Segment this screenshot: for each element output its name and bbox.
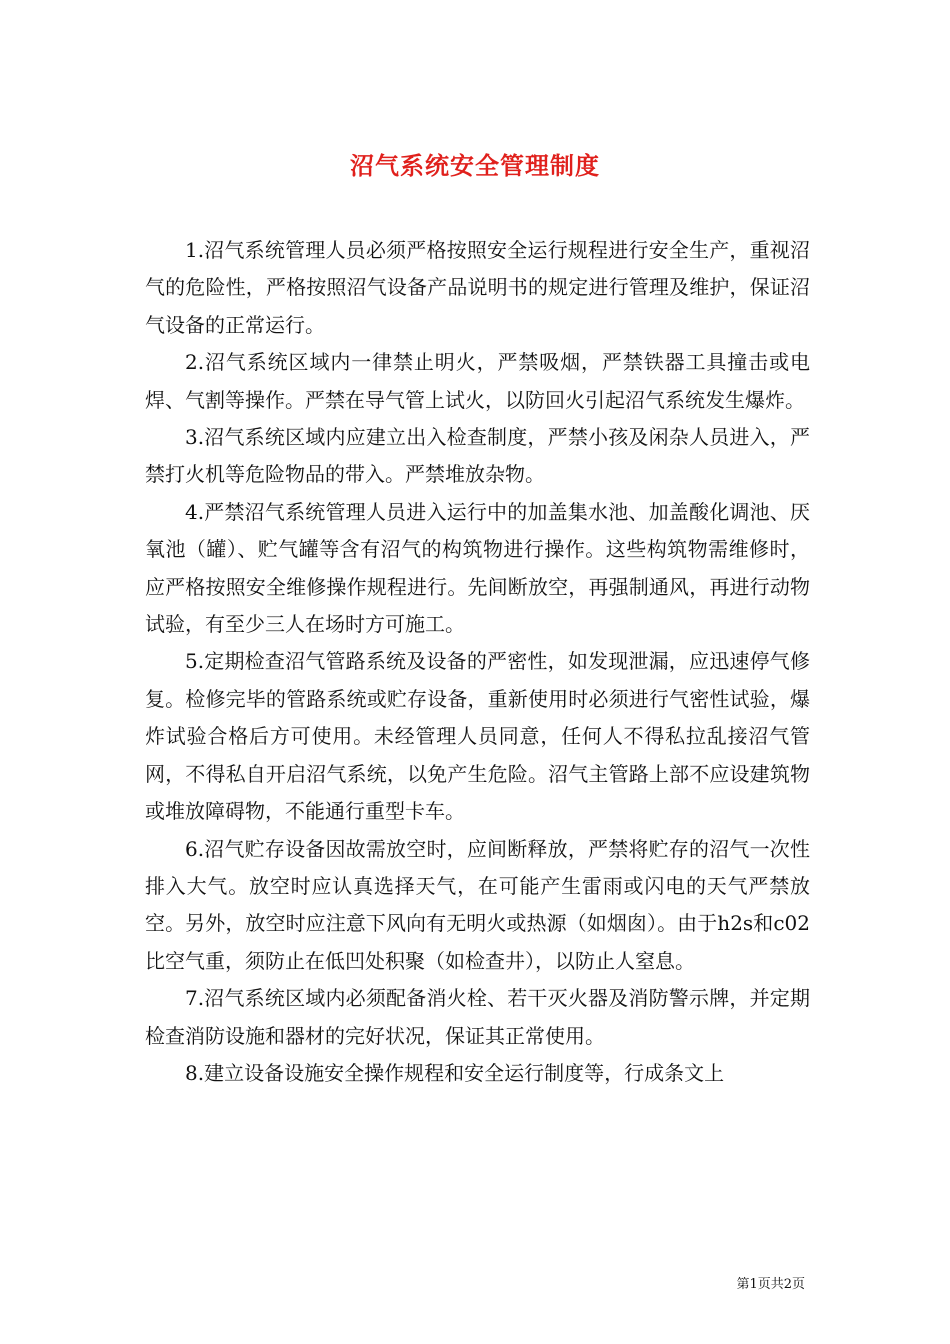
paragraph-6: 6.沼气贮存设备因故需放空时，应间断释放，严禁将贮存的沼气一次性排入大气。放空时应认真选择天气，在可能产生雷雨或闪电的天气严禁放空。另外，放空时应注意下风向有无明火或热源（如烟囱）。由于h2s和c02比空气重，须防止在低凹处积聚（如检查井），以防止人窒息。 [145, 836, 810, 973]
paragraph-8: 8.建立设备设施安全操作规程和安全运行制度等，行成条文上 [185, 1060, 725, 1085]
paragraph-3: 3.沼气系统区域内应建立出入检查制度，严禁小孩及闲杂人员进入，严禁打火机等危险物品的带入。严禁堆放杂物。 [145, 425, 810, 487]
paragraph-4: 4.严禁沼气系统管理人员进入运行中的加盖集水池、加盖酸化调池、厌氧池（罐）、贮气罐等含有沼气的构筑物进行操作。这些构筑物需维修时，应严格按照安全维修操作规程进行。先间断放空，再强制通风，再进行动物试验，有至少三人在场时方可施工。 [145, 499, 810, 637]
paragraph-2: 2.沼气系统区域内一律禁止明火，严禁吸烟，严禁铁器工具撞击或电焊、气割等操作。严禁在导气管上试火，以防回火引起沼气系统发生爆炸。 [145, 350, 810, 412]
paragraph-5: 5.定期检查沼气管路系统及设备的严密性，如发现泄漏，应迅速停气修复。检修完毕的管路系统或贮存设备，重新使用时必须进行气密性试验，爆炸试验合格后方可使用。未经管理人员同意，任何人不得私拉乱接沼气管网，不得私自开启沼气系统，以免产生危险。沼气主管路上部不应设建筑物或堆放障碍物，不能通行重型卡车。 [145, 649, 810, 824]
paragraph-7: 7.沼气系统区域内必须配备消火栓、若干灭火器及消防警示牌，并定期检查消防设施和器材的完好状况，保证其正常使用。 [145, 986, 810, 1048]
paragraph-1: 1.沼气系统管理人员必须严格按照安全运行规程进行安全生产，重视沼气的危险性，严格按照沼气设备产品说明书的规定进行管理及维护，保证沼气设备的正常运行。 [145, 238, 810, 337]
document-body [145, 232, 810, 1092]
document-title: 沼气系统安全管理制度 [350, 151, 600, 181]
page-number: 第1页共2页 [736, 1277, 805, 1292]
